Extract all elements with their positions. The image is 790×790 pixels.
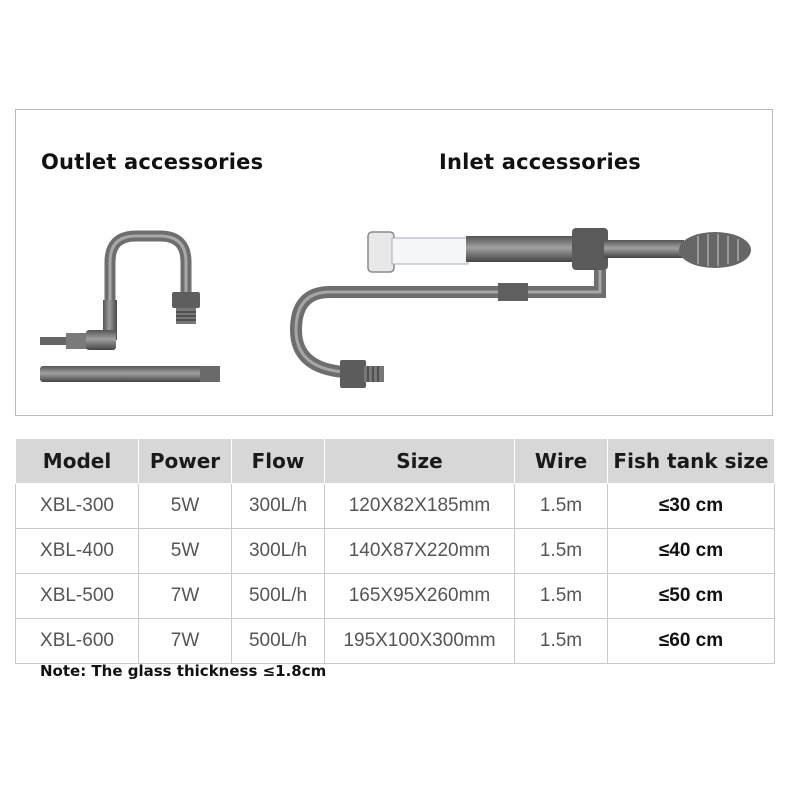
cell-size: 195X100X300mm [325,619,515,664]
table-row [16,619,775,664]
cell-flow: 300L/h [232,529,325,574]
cell-flow: 500L/h [232,574,325,619]
table-row [16,484,775,529]
cell-model: XBL-600 [16,619,139,664]
outlet-accessories-title: Outlet accessories [41,150,264,174]
header-fish-tank-size: Fish tank size [608,439,775,484]
cell-flow: 500L/h [232,619,325,664]
cell-power: 7W [139,619,232,664]
cell-tank-size: ≤50 cm [608,574,775,619]
cell-power: 7W [139,574,232,619]
header-wire: Wire [515,439,608,484]
header-size: Size [325,439,515,484]
cell-size: 140X87X220mm [325,529,515,574]
cell-flow: 300L/h [232,484,325,529]
header-model: Model [16,439,139,484]
table-header-row [16,439,775,484]
header-flow: Flow [232,439,325,484]
cell-size: 165X95X260mm [325,574,515,619]
cell-wire: 1.5m [515,619,608,664]
cell-model: XBL-400 [16,529,139,574]
spec-table [15,438,775,664]
outlet-nozzle [40,330,116,350]
cell-tank-size: ≤40 cm [608,529,775,574]
cell-size: 120X82X185mm [325,484,515,529]
cell-model: XBL-500 [16,574,139,619]
outlet-u-pipe [103,236,200,340]
outlet-straight-pipe [40,366,220,382]
table-row [16,574,775,619]
glass-thickness-note: Note: The glass thickness ≤1.8cm [40,662,327,680]
inlet-upper-pipe [368,228,751,272]
inlet-lower-pipe [296,270,600,388]
cell-wire: 1.5m [515,529,608,574]
header-power: Power [139,439,232,484]
cell-tank-size: ≤30 cm [608,484,775,529]
cell-wire: 1.5m [515,574,608,619]
cell-power: 5W [139,529,232,574]
cell-power: 5W [139,484,232,529]
cell-model: XBL-300 [16,484,139,529]
inlet-accessories-title: Inlet accessories [439,150,641,174]
cell-wire: 1.5m [515,484,608,529]
cell-tank-size: ≤60 cm [608,619,775,664]
table-row [16,529,775,574]
